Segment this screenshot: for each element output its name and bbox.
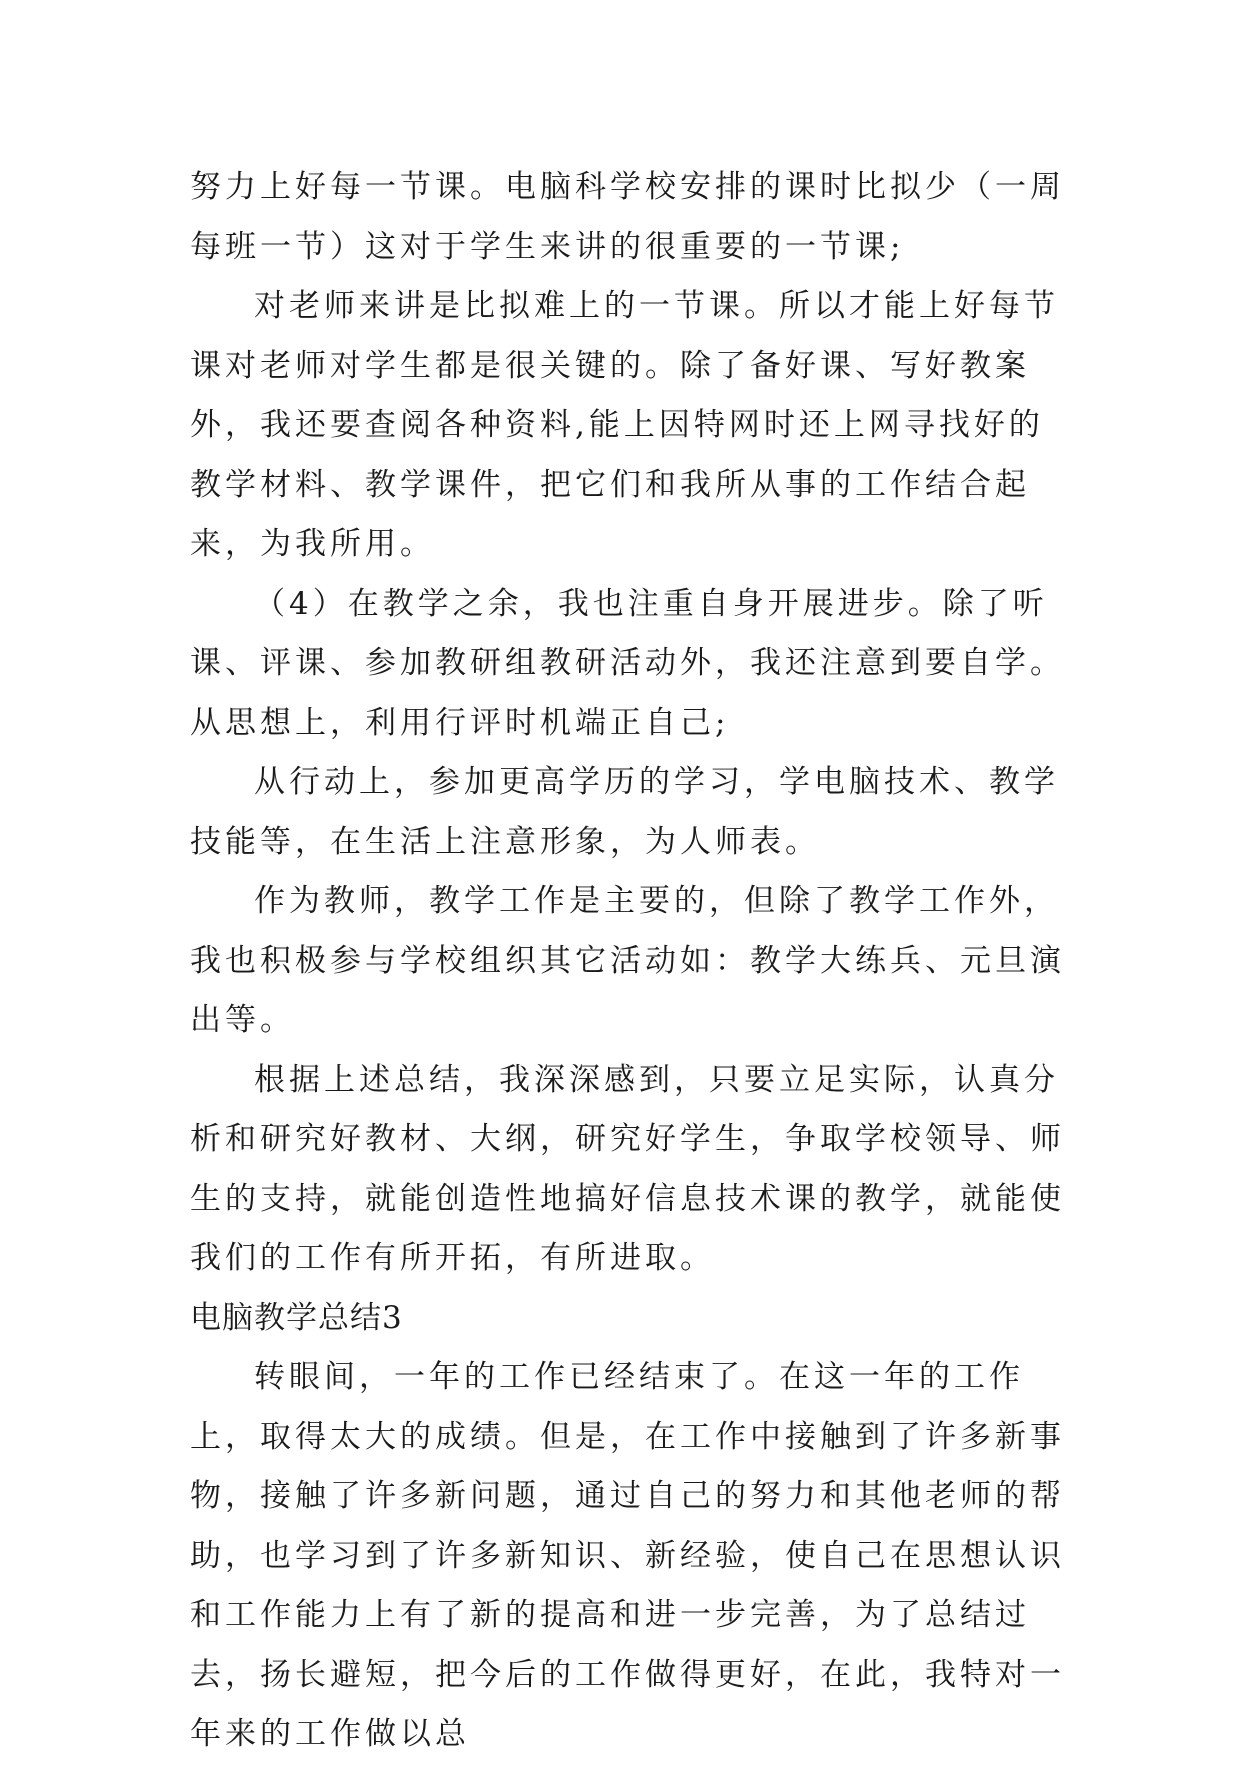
paragraph: （4）在教学之余，我也注重自身开展进步。除了听课、评课、参加教研组教研活动外，我还注意到要自学。从思想上，利用行评时机端正自己; — [190, 585, 1065, 741]
paragraph: 从行动上，参加更高学历的学习，学电脑技术、教学技能等，在生活上注意形象，为人师表。 — [190, 764, 1059, 860]
section-heading: 电脑教学总结3 — [190, 1299, 403, 1336]
paragraph: 对老师来讲是比拟难上的一节课。所以才能上好每节课对老师对学生都是很关键的。除了备好课、写好教案外，我还要查阅各种资料,能上因特网时还上网寻找好的教学材料、教学课件，把它们和我所从事的工作结合起来，为我所用。 — [190, 288, 1059, 562]
paragraph: 努力上好每一节课。电脑科学校安排的课时比拟少（一周每班一节）这对于学生来讲的很重要的一节课; — [190, 169, 1065, 265]
document-body — [190, 158, 1070, 1765]
paragraph: 根据上述总结，我深深感到，只要立足实际，认真分析和研究好教材、大纲，研究好学生，争取学校领导、师生的支持，就能创造性地搞好信息技术课的教学，就能使我们的工作有所开拓，有所进取。 — [190, 1061, 1065, 1276]
paragraph: 转眼间，一年的工作已经结束了。在这一年的工作上，取得太大的成绩。但是，在工作中接触到了许多新事物，接触了许多新问题，通过自己的努力和其他老师的帮助，也学习到了许多新知识、新经验，使自己在思想认识和工作能力上有了新的提高和进一步完善，为了总结过去，扬长避短，把今后的工作做得更好，在此，我特对一年来的工作做以总 — [190, 1359, 1065, 1752]
paragraph: 作为教师，教学工作是主要的，但除了教学工作外，我也积极参与学校组织其它活动如：教学大练兵、元旦演出等。 — [190, 883, 1065, 1038]
